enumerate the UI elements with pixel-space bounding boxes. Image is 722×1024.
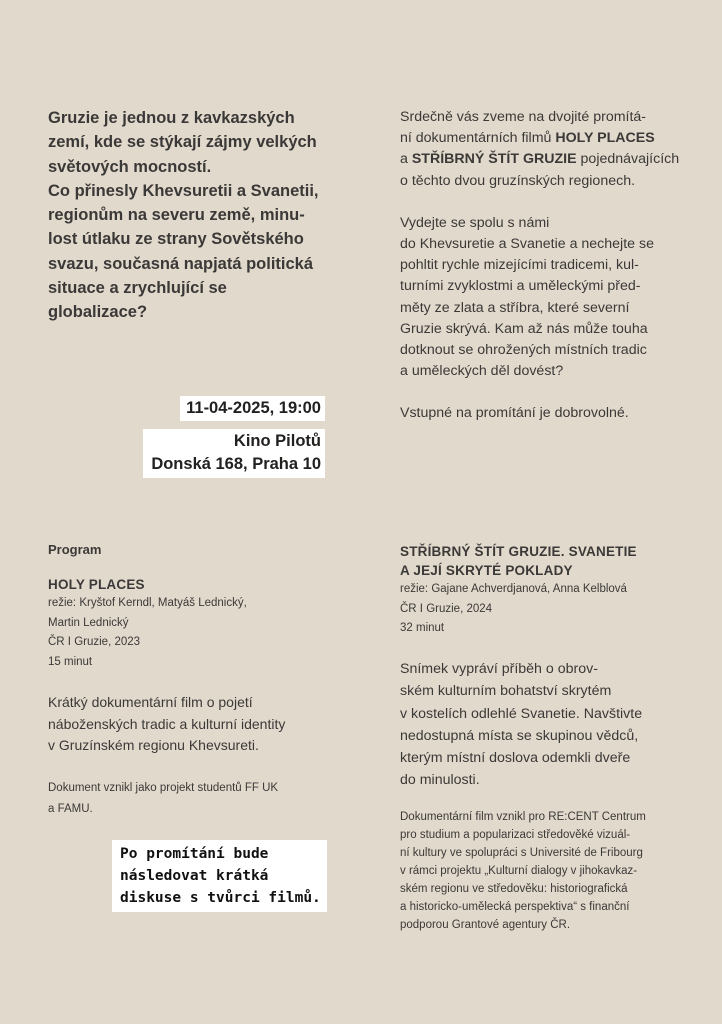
discussion-line: následovat krátká [120,868,269,884]
description-line: nedostupná místa se skupinou vědců, [400,727,639,744]
meta-line: ČR I Gruzie, 2023 [48,636,141,649]
note-line: pro studium a popularizaci středověké vizuál- [400,829,631,841]
film-2-note [400,808,675,934]
note-line: ní kultury ve spolupráci s Université de Fribourg [400,847,643,859]
meta-line: Martin Lednický [48,616,129,629]
film-1-description [48,692,348,757]
note-line: podporou Grantové agentury ČR. [400,919,571,931]
invitation-line: měty ze zlata a stříbra, které severní [400,299,630,316]
intro-line: světových mocností. [48,157,212,176]
invitation-line: pojednávajících [576,151,680,168]
description-line: v Gruzínském regionu Khevsureti. [48,737,259,753]
meta-line: režie: Gajane Achverdjanová, Anna Kelblová [400,583,627,595]
invitation-line: ní dokumentárních filmů [400,130,556,147]
invitation-text [400,107,700,446]
meta-line: 15 minut [48,656,93,669]
discussion-line: diskuse s tvůrci filmů. [120,890,321,906]
description-line: Krátký dokumentární film o pojetí [48,694,253,710]
note-line: ském regionu ve středověku: historiografická [400,883,628,895]
film-2-description [400,658,700,792]
admission-note: Vstupné na promítání je dobrovolné. [400,405,629,422]
intro-line: Co přinesly Khevsuretii a Svanetii, [48,181,319,200]
invitation-line: Srdečně vás zveme na dvojité promítá- [400,109,647,125]
film-title-holy-places: HOLY PLACES [555,130,655,147]
event-address: Donská 168, Praha 10 [151,455,321,473]
film-2-meta [400,580,700,639]
discussion-line: Po promítání bude [120,846,269,862]
invitation-paragraph-1 [400,107,700,192]
description-line: kterým místní doslova odemkli dveře [400,750,631,767]
note-line: Dokumentární film vznikl pro RE:CENT Centrum [400,811,646,823]
invitation-line: a uměleckých děl dovést? [400,363,564,380]
note-line: v rámci projektu „Kulturní dialogy v jihokavkaz- [400,865,638,877]
intro-line: globalizace? [48,303,148,322]
note-line: Dokument vznikl jako projekt studentů FF UK [48,782,279,794]
invitation-line: do Khevsuretie a Svanetie a nechejte se [400,236,654,253]
invitation-paragraph-2 [400,213,700,383]
invitation-line: a [400,151,412,168]
description-line: ském kulturním bohatství skrytém [400,683,612,700]
note-line: a FAMU. [48,803,93,815]
intro-line: Gruzie je jednou z kavkazských [48,109,295,127]
invitation-line: turními zvyklostmi a uměleckými před- [400,278,641,295]
film-2-header [400,542,700,639]
intro-line: zemí, kde se stýkají zájmy velkých [48,133,317,152]
invitation-line: pohltit rychle mizejícími tradicemi, kul- [400,257,639,274]
intro-line: situace a zrychlující se [48,279,227,298]
film-1-note [48,778,348,820]
invitation-line: o těchto dvou gruzínských regionech. [400,172,636,189]
film-title-stribrny-stit: STŘÍBRNÝ ŠTÍT GRUZIE [411,151,577,168]
description-line: Snímek vypráví příběh o obrov- [400,661,598,677]
meta-line: 32 minut [400,622,445,635]
description-line: do minulosti. [400,772,480,789]
intro-line: regionům na severu země, minu- [48,206,305,225]
invitation-line: Vydejte se spolu s námi [400,214,550,231]
intro-line: lost útlaku ze strany Sovětského [48,230,304,249]
invitation-line: dotknout se ohrožených místních tradic [400,342,647,359]
event-venue-box [143,429,325,478]
event-datetime: 11-04-2025, 19:00 [180,396,325,421]
intro-question [48,106,348,325]
program-label: Program [48,542,102,557]
discussion-announcement [112,840,327,912]
film-1-title: HOLY PLACES [48,577,145,592]
film-2-title-line: A JEJÍ SKRYTÉ POKLADY [400,563,573,578]
film-2-title-line: STŘÍBRNÝ ŠTÍT GRUZIE. SVANETIE [400,544,637,559]
film-1-header [48,575,348,673]
intro-line: svazu, současná napjatá politická [48,254,314,273]
description-line: v kostelích odlehlé Svanetie. Navštivte [400,705,643,722]
description-line: náboženských tradic a kulturní identity [48,715,286,732]
film-1-meta [48,594,348,673]
invitation-line: Gruzie skrývá. Kam až nás může touha [400,320,648,337]
meta-line: ČR I Gruzie, 2024 [400,602,493,615]
note-line: a historicko-umělecká perspektiva“ s finanční [400,901,630,913]
film-2-title [400,542,700,580]
meta-line: režie: Kryštof Kerndl, Matyáš Lednický, [48,597,247,609]
event-venue: Kino Pilotů [233,432,321,450]
